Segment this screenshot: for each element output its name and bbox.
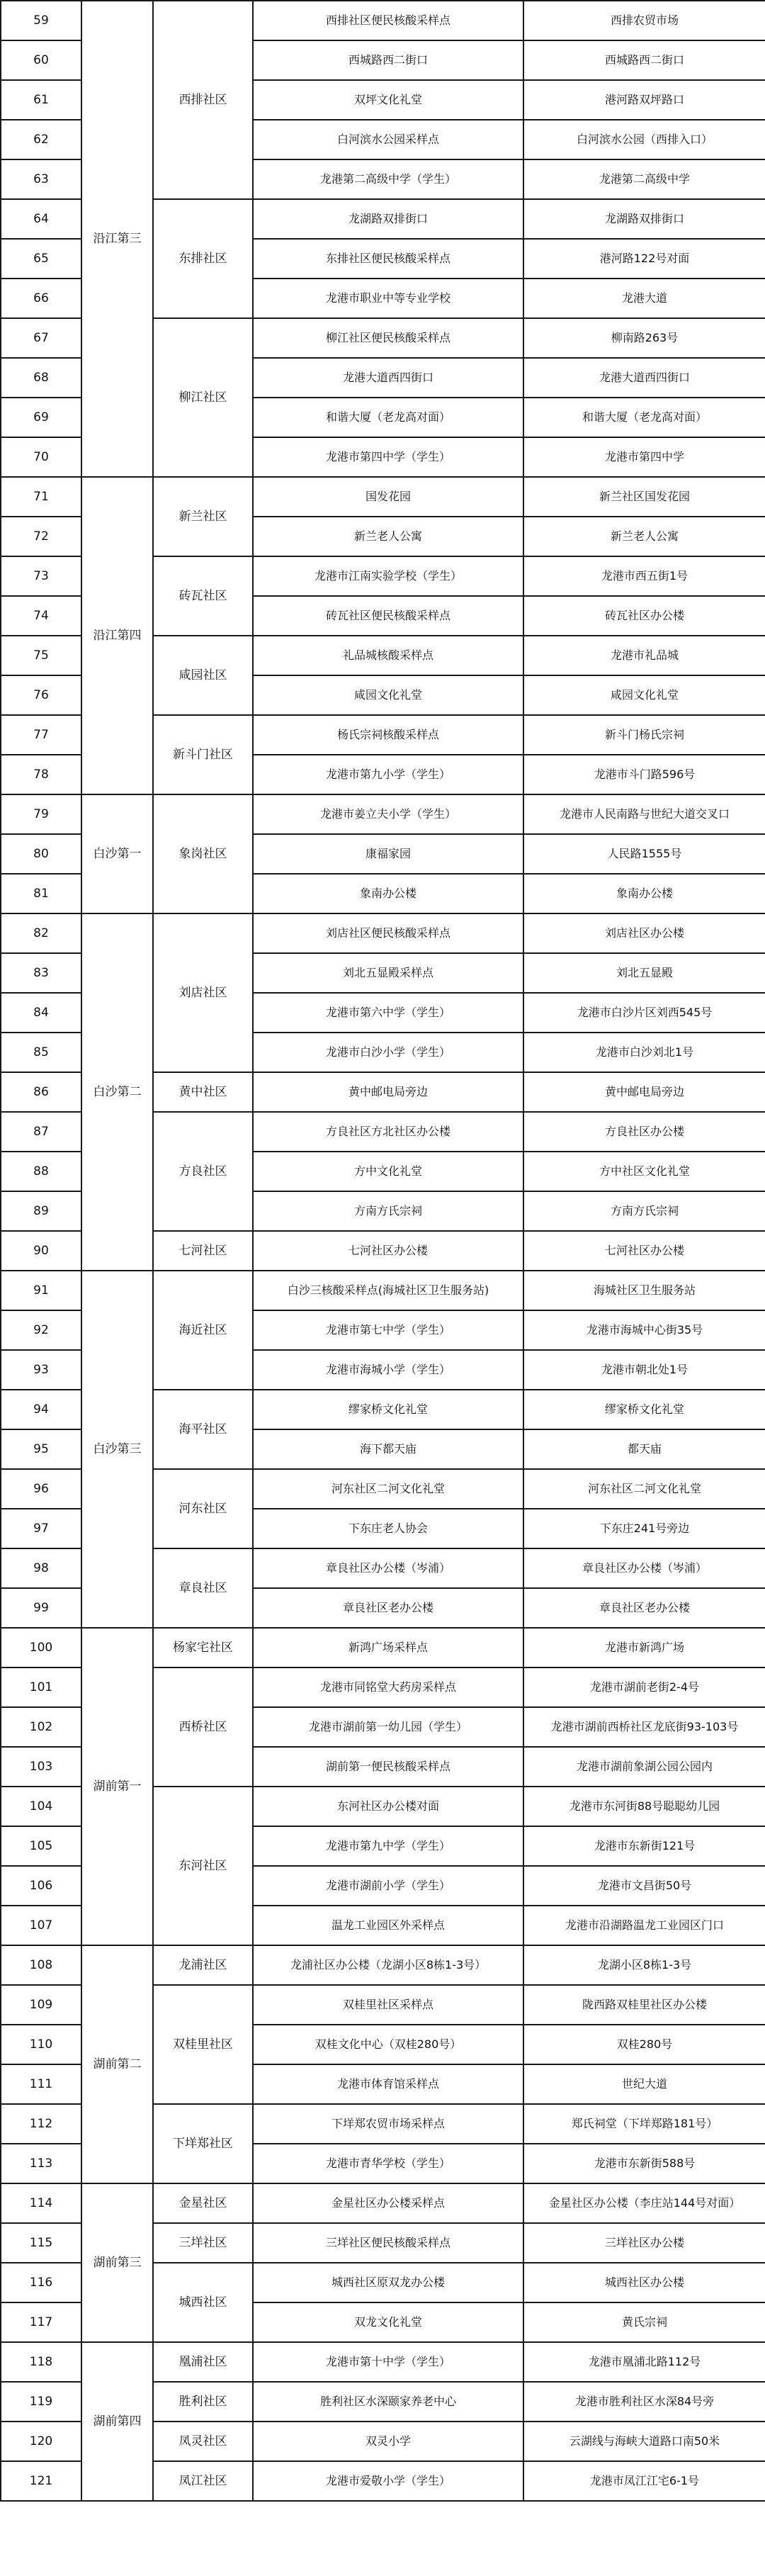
site-address-cell: 都天庙 — [523, 1429, 765, 1469]
row-number: 78 — [1, 755, 81, 794]
row-number: 102 — [1, 1707, 81, 1747]
community-cell: 三垟社区 — [153, 2223, 253, 2263]
site-name-cell: 龙港市湖前小学（学生） — [253, 1866, 523, 1906]
community-cell: 金星社区 — [153, 2183, 253, 2223]
table-row — [1, 2183, 765, 2223]
site-address-cell: 龙港市东新街121号 — [523, 1826, 765, 1866]
site-address-cell: 龙港市文昌街50号 — [523, 1866, 765, 1906]
site-address-cell: 龙湖路双排街口 — [523, 199, 765, 239]
site-address-cell: 龙港市海城中心街35号 — [523, 1310, 765, 1350]
site-name-cell: 刘店社区便民核酸采样点 — [253, 913, 523, 953]
row-number: 64 — [1, 199, 81, 239]
site-address-cell: 龙港市新鸿广场 — [523, 1628, 765, 1667]
row-number: 104 — [1, 1787, 81, 1826]
row-number: 70 — [1, 437, 81, 477]
site-name-cell: 七河社区办公楼 — [253, 1231, 523, 1271]
community-cell: 胜利社区 — [153, 2382, 253, 2422]
community-cell: 西桥社区 — [153, 1667, 253, 1787]
row-number: 80 — [1, 834, 81, 874]
site-address-cell: 方南方氏宗祠 — [523, 1191, 765, 1231]
site-name-cell: 东排社区便民核酸采样点 — [253, 239, 523, 279]
site-name-cell: 龙港市第九小学（学生） — [253, 755, 523, 794]
community-cell: 城西社区 — [153, 2263, 253, 2342]
community-cell: 章良社区 — [153, 1548, 253, 1628]
community-cell: 新兰社区 — [153, 477, 253, 556]
site-name-cell: 白河滨水公园采样点 — [253, 120, 523, 159]
site-address-cell: 西城路西二街口 — [523, 40, 765, 80]
row-number: 75 — [1, 636, 81, 675]
row-number: 112 — [1, 2104, 81, 2144]
street-cell: 湖前第三 — [81, 2183, 153, 2342]
site-name-cell: 胜利社区水深颐家养老中心 — [253, 2382, 523, 2422]
site-address-cell: 港河路双坪路口 — [523, 80, 765, 120]
site-name-cell: 下东庄老人协会 — [253, 1509, 523, 1548]
site-address-cell: 章良社区办公楼（岑浦） — [523, 1548, 765, 1588]
community-cell: 新斗门社区 — [153, 715, 253, 794]
row-number: 120 — [1, 2422, 81, 2461]
table-row — [1, 794, 765, 834]
site-name-cell: 龙港市第七中学（学生） — [253, 1310, 523, 1350]
row-number: 97 — [1, 1509, 81, 1548]
row-number: 69 — [1, 398, 81, 437]
site-address-cell: 云湖线与海峡大道路口南50米 — [523, 2422, 765, 2461]
row-number: 94 — [1, 1390, 81, 1429]
site-address-cell: 龙港市东新街588号 — [523, 2144, 765, 2183]
row-number: 87 — [1, 1112, 81, 1152]
site-name-cell: 咸园文化礼堂 — [253, 675, 523, 715]
site-name-cell: 龙港大道西四街口 — [253, 358, 523, 398]
site-address-cell: 河东社区二河文化礼堂 — [523, 1469, 765, 1509]
community-cell: 七河社区 — [153, 1231, 253, 1271]
site-name-cell: 刘北五显殿采样点 — [253, 953, 523, 993]
row-number: 103 — [1, 1747, 81, 1787]
site-name-cell: 方中文化礼堂 — [253, 1152, 523, 1191]
site-name-cell: 礼品城核酸采样点 — [253, 636, 523, 675]
row-number: 65 — [1, 239, 81, 279]
row-number: 76 — [1, 675, 81, 715]
row-number: 110 — [1, 2025, 81, 2064]
site-name-cell: 下垟郑农贸市场采样点 — [253, 2104, 523, 2144]
row-number: 100 — [1, 1628, 81, 1667]
site-name-cell: 砖瓦社区便民核酸采样点 — [253, 596, 523, 636]
row-number: 119 — [1, 2382, 81, 2422]
site-name-cell: 龙港市爱敬小学（学生） — [253, 2461, 523, 2501]
site-name-cell: 龙湖路双排街口 — [253, 199, 523, 239]
site-address-cell: 方良社区办公楼 — [523, 1112, 765, 1152]
table-row — [1, 1, 765, 40]
row-number: 83 — [1, 953, 81, 993]
site-name-cell: 龙港市第九中学（学生） — [253, 1826, 523, 1866]
community-cell: 东排社区 — [153, 199, 253, 318]
site-name-cell: 方南方氏宗祠 — [253, 1191, 523, 1231]
site-address-cell: 七河社区办公楼 — [523, 1231, 765, 1271]
site-name-cell: 海下都天庙 — [253, 1429, 523, 1469]
community-cell: 河东社区 — [153, 1469, 253, 1548]
table-row — [1, 1271, 765, 1310]
street-cell: 白沙第二 — [81, 913, 153, 1271]
site-address-cell: 缪家桥文化礼堂 — [523, 1390, 765, 1429]
site-address-cell: 龙湖小区8栋1-3号 — [523, 1945, 765, 1985]
site-name-cell: 龙港市第十中学（学生） — [253, 2342, 523, 2382]
row-number: 88 — [1, 1152, 81, 1191]
community-cell: 杨家宅社区 — [153, 1628, 253, 1667]
site-name-cell: 龙港市体育馆采样点 — [253, 2064, 523, 2104]
site-address-cell: 新斗门杨氏宗祠 — [523, 715, 765, 755]
site-name-cell: 龙港市江南实验学校（学生） — [253, 556, 523, 596]
site-name-cell: 龙港市白沙小学（学生） — [253, 1033, 523, 1072]
row-number: 66 — [1, 279, 81, 318]
row-number: 107 — [1, 1906, 81, 1945]
street-cell: 沿江第四 — [81, 477, 153, 794]
row-number: 61 — [1, 80, 81, 120]
site-address-cell: 龙港市凤江江宅6-1号 — [523, 2461, 765, 2501]
site-name-cell: 白沙三核酸采样点(海城社区卫生服务站) — [253, 1271, 523, 1310]
site-address-cell: 西排农贸市场 — [523, 1, 765, 40]
site-address-cell: 郑氏祠堂（下垟郑路181号） — [523, 2104, 765, 2144]
community-cell: 下垟郑社区 — [153, 2104, 253, 2183]
table-body — [1, 1, 765, 2501]
community-cell: 龙浦社区 — [153, 1945, 253, 1985]
site-address-cell: 龙港市白沙刘北1号 — [523, 1033, 765, 1072]
site-address-cell: 新兰社区国发花园 — [523, 477, 765, 517]
site-address-cell: 砖瓦社区办公楼 — [523, 596, 765, 636]
site-address-cell: 和谐大厦（老龙高对面） — [523, 398, 765, 437]
site-address-cell: 龙港大道 — [523, 279, 765, 318]
site-name-cell: 龙港市青华学校（学生） — [253, 2144, 523, 2183]
site-address-cell: 城西社区办公楼 — [523, 2263, 765, 2302]
site-name-cell: 象南办公楼 — [253, 874, 523, 913]
community-cell: 海平社区 — [153, 1390, 253, 1469]
row-number: 121 — [1, 2461, 81, 2501]
site-name-cell: 黄中邮电局旁边 — [253, 1072, 523, 1112]
street-cell: 白沙第三 — [81, 1271, 153, 1628]
site-address-cell: 刘店社区办公楼 — [523, 913, 765, 953]
site-address-cell: 章良社区老办公楼 — [523, 1588, 765, 1628]
site-name-cell: 章良社区办公楼（岑浦） — [253, 1548, 523, 1588]
row-number: 118 — [1, 2342, 81, 2382]
site-address-cell: 龙港市沿湖路温龙工业园区门口 — [523, 1906, 765, 1945]
row-number: 85 — [1, 1033, 81, 1072]
community-cell: 凤灵社区 — [153, 2422, 253, 2461]
site-address-cell: 双桂280号 — [523, 2025, 765, 2064]
row-number: 82 — [1, 913, 81, 953]
row-number: 93 — [1, 1350, 81, 1390]
site-name-cell: 双龙文化礼堂 — [253, 2302, 523, 2342]
site-name-cell: 康福家园 — [253, 834, 523, 874]
site-name-cell: 西城路西二街口 — [253, 40, 523, 80]
site-name-cell: 西排社区便民核酸采样点 — [253, 1, 523, 40]
table-row — [1, 913, 765, 953]
row-number: 77 — [1, 715, 81, 755]
site-name-cell: 湖前第一便民核酸采样点 — [253, 1747, 523, 1787]
row-number: 98 — [1, 1548, 81, 1588]
site-address-cell: 方中社区文化礼堂 — [523, 1152, 765, 1191]
site-name-cell: 城西社区原双龙办公楼 — [253, 2263, 523, 2302]
site-address-cell: 世纪大道 — [523, 2064, 765, 2104]
site-name-cell: 龙港市第六中学（学生） — [253, 993, 523, 1033]
site-address-cell: 龙港大道西四街口 — [523, 358, 765, 398]
site-address-cell: 龙港市白沙片区刘西545号 — [523, 993, 765, 1033]
community-cell: 双桂里社区 — [153, 1985, 253, 2104]
street-cell: 白沙第一 — [81, 794, 153, 913]
site-name-cell: 方良社区方北社区办公楼 — [253, 1112, 523, 1152]
row-number: 71 — [1, 477, 81, 517]
row-number: 90 — [1, 1231, 81, 1271]
site-address-cell: 下东庄241号旁边 — [523, 1509, 765, 1548]
row-number: 84 — [1, 993, 81, 1033]
site-name-cell: 龙港市姜立夫小学（学生） — [253, 794, 523, 834]
community-cell: 西排社区 — [153, 1, 253, 199]
table-row — [1, 477, 765, 517]
site-address-cell: 新兰老人公寓 — [523, 517, 765, 556]
site-address-cell: 黄氏宗祠 — [523, 2302, 765, 2342]
site-name-cell: 双桂里社区采样点 — [253, 1985, 523, 2025]
site-name-cell: 新兰老人公寓 — [253, 517, 523, 556]
row-number: 92 — [1, 1310, 81, 1350]
row-number: 68 — [1, 358, 81, 398]
community-cell: 凤江社区 — [153, 2461, 253, 2501]
site-address-cell: 海城社区卫生服务站 — [523, 1271, 765, 1310]
site-address-cell: 柳南路263号 — [523, 318, 765, 358]
row-number: 81 — [1, 874, 81, 913]
row-number: 60 — [1, 40, 81, 80]
site-name-cell: 和谐大厦（老龙高对面） — [253, 398, 523, 437]
row-number: 73 — [1, 556, 81, 596]
site-address-cell: 咸园文化礼堂 — [523, 675, 765, 715]
street-cell: 沿江第三 — [81, 1, 153, 477]
site-address-cell: 龙港市斗门路596号 — [523, 755, 765, 794]
site-name-cell: 柳江社区便民核酸采样点 — [253, 318, 523, 358]
site-name-cell: 龙港第二高级中学（学生） — [253, 159, 523, 199]
site-name-cell: 三垟社区便民核酸采样点 — [253, 2223, 523, 2263]
community-cell: 凰浦社区 — [153, 2342, 253, 2382]
site-address-cell: 龙港市礼品城 — [523, 636, 765, 675]
site-address-cell: 龙港市凰浦北路112号 — [523, 2342, 765, 2382]
row-number: 96 — [1, 1469, 81, 1509]
row-number: 101 — [1, 1667, 81, 1707]
community-cell: 刘店社区 — [153, 913, 253, 1072]
site-name-cell: 龙浦社区办公楼（龙湖小区8栋1-3号） — [253, 1945, 523, 1985]
street-cell: 湖前第一 — [81, 1628, 153, 1945]
row-number: 108 — [1, 1945, 81, 1985]
community-cell: 黄中社区 — [153, 1072, 253, 1112]
site-name-cell: 金星社区办公楼采样点 — [253, 2183, 523, 2223]
table-row — [1, 1628, 765, 1667]
row-number: 106 — [1, 1866, 81, 1906]
site-name-cell: 龙港市第四中学（学生） — [253, 437, 523, 477]
site-name-cell: 龙港市海城小学（学生） — [253, 1350, 523, 1390]
site-address-cell: 龙港市人民南路与世纪大道交叉口 — [523, 794, 765, 834]
site-address-cell: 龙港市湖前象湖公园公园内 — [523, 1747, 765, 1787]
site-address-cell: 人民路1555号 — [523, 834, 765, 874]
row-number: 63 — [1, 159, 81, 199]
table-row — [1, 1945, 765, 1985]
row-number: 116 — [1, 2263, 81, 2302]
row-number: 67 — [1, 318, 81, 358]
site-address-cell: 龙港市第四中学 — [523, 437, 765, 477]
site-address-cell: 金星社区办公楼（李庄站144号对面） — [523, 2183, 765, 2223]
community-cell: 东河社区 — [153, 1787, 253, 1945]
site-address-cell: 龙港市西五街1号 — [523, 556, 765, 596]
site-name-cell: 双坪文化礼堂 — [253, 80, 523, 120]
table-row — [1, 2342, 765, 2382]
site-name-cell: 双桂文化中心（双桂280号） — [253, 2025, 523, 2064]
community-cell: 柳江社区 — [153, 318, 253, 477]
community-cell: 象岗社区 — [153, 794, 253, 913]
row-number: 86 — [1, 1072, 81, 1112]
community-cell: 海近社区 — [153, 1271, 253, 1390]
site-name-cell: 河东社区二河文化礼堂 — [253, 1469, 523, 1509]
site-address-cell: 刘北五显殿 — [523, 953, 765, 993]
site-name-cell: 缪家桥文化礼堂 — [253, 1390, 523, 1429]
row-number: 79 — [1, 794, 81, 834]
row-number: 74 — [1, 596, 81, 636]
site-name-cell: 国发花园 — [253, 477, 523, 517]
site-name-cell: 龙港市同铭堂大药房采样点 — [253, 1667, 523, 1707]
row-number: 59 — [1, 1, 81, 40]
site-address-cell: 陇西路双桂里社区办公楼 — [523, 1985, 765, 2025]
site-name-cell: 龙港市湖前第一幼儿园（学生） — [253, 1707, 523, 1747]
row-number: 117 — [1, 2302, 81, 2342]
row-number: 114 — [1, 2183, 81, 2223]
site-name-cell: 章良社区老办公楼 — [253, 1588, 523, 1628]
site-address-cell: 三垟社区办公楼 — [523, 2223, 765, 2263]
community-cell: 咸园社区 — [153, 636, 253, 715]
site-address-cell: 龙港市朝北处1号 — [523, 1350, 765, 1390]
row-number: 91 — [1, 1271, 81, 1310]
site-address-cell: 龙港市胜利社区水深84号旁 — [523, 2382, 765, 2422]
site-address-cell: 龙港市湖前老街2-4号 — [523, 1667, 765, 1707]
site-name-cell: 龙港市职业中等专业学校 — [253, 279, 523, 318]
row-number: 99 — [1, 1588, 81, 1628]
row-number: 89 — [1, 1191, 81, 1231]
site-name-cell: 杨氏宗祠核酸采样点 — [253, 715, 523, 755]
row-number: 115 — [1, 2223, 81, 2263]
site-address-cell: 龙港市东河街88号聪聪幼儿园 — [523, 1787, 765, 1826]
site-name-cell: 双灵小学 — [253, 2422, 523, 2461]
site-name-cell: 新鸿广场采样点 — [253, 1628, 523, 1667]
site-name-cell: 东河社区办公楼对面 — [253, 1787, 523, 1826]
community-cell: 方良社区 — [153, 1112, 253, 1231]
row-number: 62 — [1, 120, 81, 159]
site-address-cell: 港河路122号对面 — [523, 239, 765, 279]
row-number: 111 — [1, 2064, 81, 2104]
site-address-cell: 白河滨水公园（西排入口） — [523, 120, 765, 159]
row-number: 113 — [1, 2144, 81, 2183]
street-cell: 湖前第二 — [81, 1945, 153, 2183]
community-cell: 砖瓦社区 — [153, 556, 253, 636]
row-number: 95 — [1, 1429, 81, 1469]
site-address-cell: 龙港市湖前西桥社区龙底街93-103号 — [523, 1707, 765, 1747]
site-address-cell: 象南办公楼 — [523, 874, 765, 913]
site-address-cell: 龙港第二高级中学 — [523, 159, 765, 199]
row-number: 109 — [1, 1985, 81, 2025]
site-address-cell: 黄中邮电局旁边 — [523, 1072, 765, 1112]
site-name-cell: 温龙工业园区外采样点 — [253, 1906, 523, 1945]
street-cell: 湖前第四 — [81, 2342, 153, 2501]
row-number: 105 — [1, 1826, 81, 1866]
row-number: 72 — [1, 517, 81, 556]
